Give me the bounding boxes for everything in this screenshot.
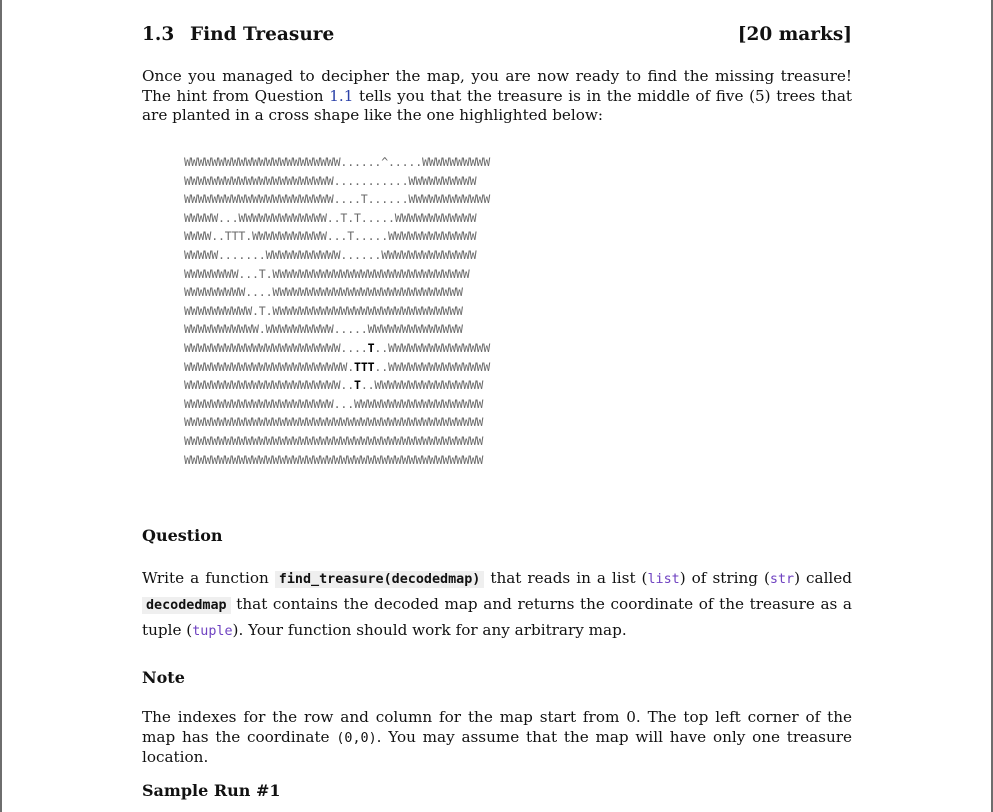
sample-run-heading: Sample Run #1 bbox=[142, 781, 281, 800]
map-row: WWWWWWWWWWW.WWWWWWWWWW.....WWWWWWWWWWWWWW bbox=[184, 322, 463, 337]
highlighted-tree: T bbox=[354, 378, 361, 393]
map-row: WWWWWWWWWWWWWWWWWWWWWWW..T..WWWWWWWWWWWWWWWW bbox=[184, 378, 484, 393]
str-keyword: str bbox=[769, 572, 795, 587]
highlighted-tree-cross: TTT bbox=[354, 359, 375, 374]
map-row: WWWWWWWWW....WWWWWWWWWWWWWWWWWWWWWWWWWWWW bbox=[184, 285, 463, 300]
map-row: WWWWWWWWWWWWWWWWWWWWWW...........WWWWWWWWWW bbox=[184, 173, 477, 188]
question-reference-link[interactable]: 1.1 bbox=[329, 86, 354, 105]
note-heading: Note bbox=[142, 668, 185, 687]
map-row: WWWWWWWWWWWWWWWWWWWWWW....T......WWWWWWWWWWWW bbox=[184, 192, 491, 207]
treasure-map bbox=[184, 153, 490, 469]
map-row: WWWWWWWWWWWWWWWWWWWWWWWWWWWWWWWWWWWWWWWWWWWW bbox=[184, 415, 484, 430]
map-row: WWWWWWWWWW.T.WWWWWWWWWWWWWWWWWWWWWWWWWWWW bbox=[184, 303, 463, 318]
intro-paragraph bbox=[142, 67, 852, 126]
intro-text-2: tells you that the treasure is in the middle of five (5) trees that are planted in a cross shape like the one highlighted below: bbox=[142, 86, 853, 124]
map-row: WWWW..TTT.WWWWWWWWWWW...T.....WWWWWWWWWWWWW bbox=[184, 229, 477, 244]
param-code: decodedmap bbox=[142, 597, 231, 614]
map-row: WWWWWWWWWWWWWWWWWWWWWWWWWWWWWWWWWWWWWWWWWWWW bbox=[184, 433, 484, 448]
note-paragraph: The indexes for the row and column for the map start from 0. The top left corner of the map has the coordinate (0,0). You may assume that the map will have only one treasure location. bbox=[142, 708, 852, 766]
section-title: Find Treasure bbox=[190, 24, 335, 45]
map-row: WWWWW.......WWWWWWWWWWW......WWWWWWWWWWWWWW bbox=[184, 247, 477, 262]
list-keyword: list bbox=[647, 572, 680, 587]
map-row: WWWWWWWWWWWWWWWWWWWWWWWW.TTT..WWWWWWWWWWWWWWW bbox=[184, 359, 491, 374]
section-heading bbox=[142, 24, 852, 45]
section-number: 1.3 bbox=[142, 24, 175, 45]
map-row: WWWWWWWWWWWWWWWWWWWWWWW....T..WWWWWWWWWWWWWWW bbox=[184, 340, 491, 355]
function-signature-code: find_treasure(decodedmap) bbox=[275, 571, 485, 588]
map-row: WWWWW...WWWWWWWWWWWWW..T.T.....WWWWWWWWWWWW bbox=[184, 210, 477, 225]
highlighted-tree: T bbox=[367, 340, 375, 355]
page-border-left bbox=[0, 0, 2, 812]
map-row: WWWWWWWWWWWWWWWWWWWWWWW......^.....WWWWWWWWWW bbox=[184, 155, 491, 169]
question-paragraph: Write a function find_treasure(decodedmap) that reads in a list (list) of string (str) called decodedmap that contains the decoded map and returns the coordinate of the treasure as a tuple (tuple). Your function should work for any arbitrary map. bbox=[142, 569, 852, 639]
map-row: WWWWWWWW...T.WWWWWWWWWWWWWWWWWWWWWWWWWWWWW bbox=[184, 266, 470, 281]
map-row: WWWWWWWWWWWWWWWWWWWWWW...WWWWWWWWWWWWWWWWWWW bbox=[184, 396, 484, 411]
coordinate-code: (0,0) bbox=[336, 730, 377, 746]
section-marks: [20 marks] bbox=[737, 24, 852, 45]
question-heading: Question bbox=[142, 526, 223, 545]
intro-text-1: Once you managed to decipher the map, you are now ready to find the missing treasure! The hint from Question bbox=[142, 67, 852, 105]
map-row: WWWWWWWWWWWWWWWWWWWWWWWWWWWWWWWWWWWWWWWWWWWW bbox=[184, 452, 484, 467]
tuple-keyword: tuple bbox=[192, 624, 233, 639]
